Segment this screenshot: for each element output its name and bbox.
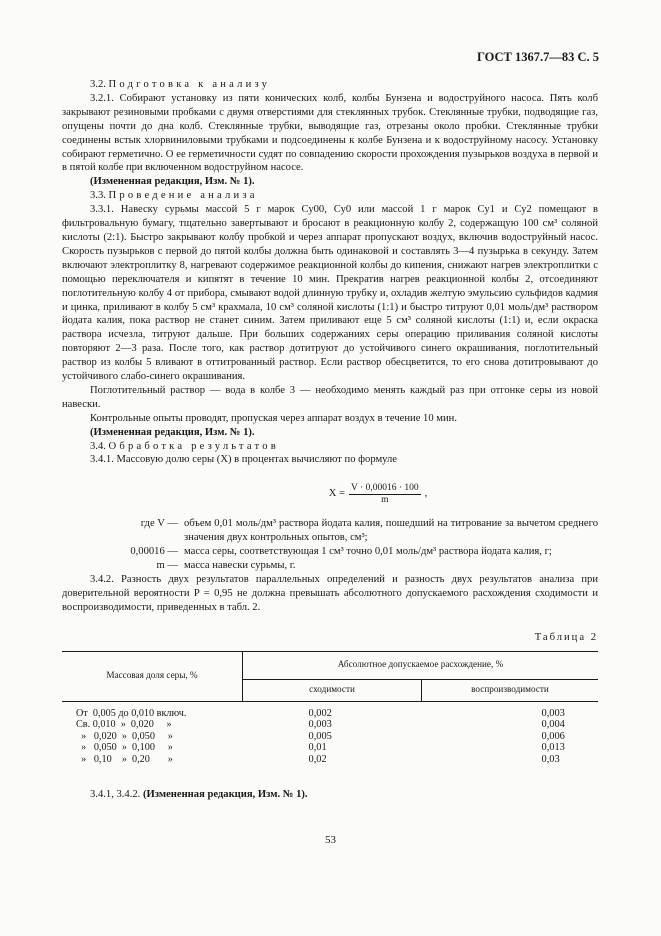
table-row: От 0,005 до 0,010 включ. 0,002 0,003 bbox=[76, 707, 565, 719]
column-header-repeatability: сходимости bbox=[243, 679, 422, 701]
table-caption: Таблица 2 bbox=[534, 631, 598, 643]
footnote-revision: 3.4.1, 3.4.2. (Измененная редакция, Изм. № 1). bbox=[90, 788, 308, 800]
paragraph-control-tests: Контрольные опыты проводят, пропуская через аппарат воздух в течение 10 мин. bbox=[90, 412, 457, 424]
table-row: » 0,050 » 0,100 » 0,01 0,013 bbox=[76, 742, 565, 754]
section-heading-3-3: 3.3. Проведение анализа bbox=[90, 190, 258, 202]
column-header-reproducibility: воспроизводимости bbox=[422, 679, 599, 701]
tolerance-table bbox=[62, 651, 598, 766]
table-row: » 0,10 » 0,20 » 0,02 0,03 bbox=[76, 754, 560, 765]
revision-note: (Измененная редакция, Изм. № 1). bbox=[90, 176, 255, 188]
formula-numerator: V · 0,00016 · 100 bbox=[350, 482, 419, 493]
column-header-mass-fraction: Массовая доля серы, % bbox=[62, 651, 243, 701]
paragraph-3-3-1: 3.3.1. Навеску сурьмы массой 5 г марок Су00, Су0 или массой 1 г марок Су1 и Су2 помещают в фильтровальную бумагу, тщательно завертывают и бросают в реакционную колбу 2, содержащую 100 см³ соляной кислоты (2:1). Быстро закрывают колбу пробкой и через аппарат пропускают воздух, включив водоструйный насос. Скорость пузырьков с первой до пятой колбы должна быть одинаковой и составлять 3—4 пузырька в секунду. Затем включают электроплитку 8, нагревают содержимое реакционной колбы до кипения, снижают нагрев электроплитки с помощью переключателя и кипятят в течение 10 мин. Прекратив нагрев реакционной колбы 2, отсоединяют поглотительную колбу 4 от прибора, смывают водой длинную трубку и, охладив желтую эмульсию сульфидов кадмия и цинка, приливают в колбу 5 см³ крахмала, 10 см³ соляной кислоты (1:1) и быстро титруют 0,01 моль/дм³ раствором йодата калия, пока раствор не станет синим. Затем приливают еще 5 см³ соляной кислоты (1:1) и, если окраска раствора исчезла, титруют дальше. При больших содержаниях серы операцию приливания соляной кислоты повторяют 2—3 раза. После того, как раствор дотитруют до устойчивого синего окрашивания, поглотительный раствор из колбы 5 вливают в оттитрованный раствор. Если раствор обесцветится, то его снова дотитровывают до устойчивого слабо-синего окрашивания. bbox=[62, 204, 598, 383]
sulfur-formula bbox=[158, 479, 598, 509]
paragraph-3-4-2: 3.4.2. Разность двух результатов параллельных определений и разность двух результатов анализа при доверительной вероятности P = 0,95 не должна превышать абсолютного допускаемого расхождения сходимости и воспроизводимости, приведенных в табл. 2. bbox=[62, 574, 598, 613]
section-heading-3-4: 3.4. Обработка результатов bbox=[90, 440, 279, 452]
revision-note: (Измененная редакция, Изм. № 1). bbox=[90, 426, 255, 438]
formula-lhs: X = bbox=[328, 488, 345, 500]
page-number: 53 bbox=[325, 834, 336, 846]
where-item: m — масса навески сурьмы, г. bbox=[156, 560, 296, 572]
where-item: где V — объем 0,01 моль/дм³ раствора йодата калия, пошедший на титрование за вычетом среднего значения двух контрольных опытов, см³; bbox=[140, 518, 598, 544]
table-row: » 0,020 » 0,050 » 0,005 0,006 bbox=[76, 730, 565, 742]
paragraph-absorbing-solution: Поглотительный раствор — вода в колбе 3 — необходимо менять каждый раз при отгонке серы из новой навески. bbox=[62, 384, 598, 410]
formula-denominator: m bbox=[381, 494, 389, 505]
table-row: Св. 0,010 » 0,020 » 0,003 0,004 bbox=[76, 719, 565, 731]
formula-tail: , bbox=[424, 488, 428, 500]
paragraph-3-2-1: 3.2.1. Собирают установку из пяти конических колб, колбы Бунзена и водоструйного насоса. Пять колб закрывают резиновыми пробками с двумя отверстиями для стеклянных трубок. Стеклянные трубки, подводящие газ, опущены почти до дна колб. Стеклянные трубки, выводящие газ, отрезаны около пробки. Стеклянные трубки соединены встык хлорвиниловыми трубками и подсоединены к колбе Бунзена и к водоструйному насосу. Установку собирают герметично. О ее герметичности судят по совпадению скорости прохождения пузырьков воздуха в первой и в пятой колбе при включенном водоструйном насосе. bbox=[62, 92, 598, 174]
page-header: ГОСТ 1367.7—83 С. 5 bbox=[476, 50, 599, 64]
document-body bbox=[62, 78, 598, 802]
where-item: 0,00016 — масса серы, соответствующая 1 см³ точно 0,01 моль/дм³ раствора йодата калия, г; bbox=[130, 546, 552, 558]
section-heading-3-2: 3.2. Подготовка к анализу bbox=[90, 79, 271, 90]
paragraph-3-4-1: 3.4.1. Массовую долю серы (X) в процентах вычисляют по формуле bbox=[90, 454, 397, 466]
column-group-header: Абсолютное допускаемое расхождение, % bbox=[243, 651, 599, 679]
